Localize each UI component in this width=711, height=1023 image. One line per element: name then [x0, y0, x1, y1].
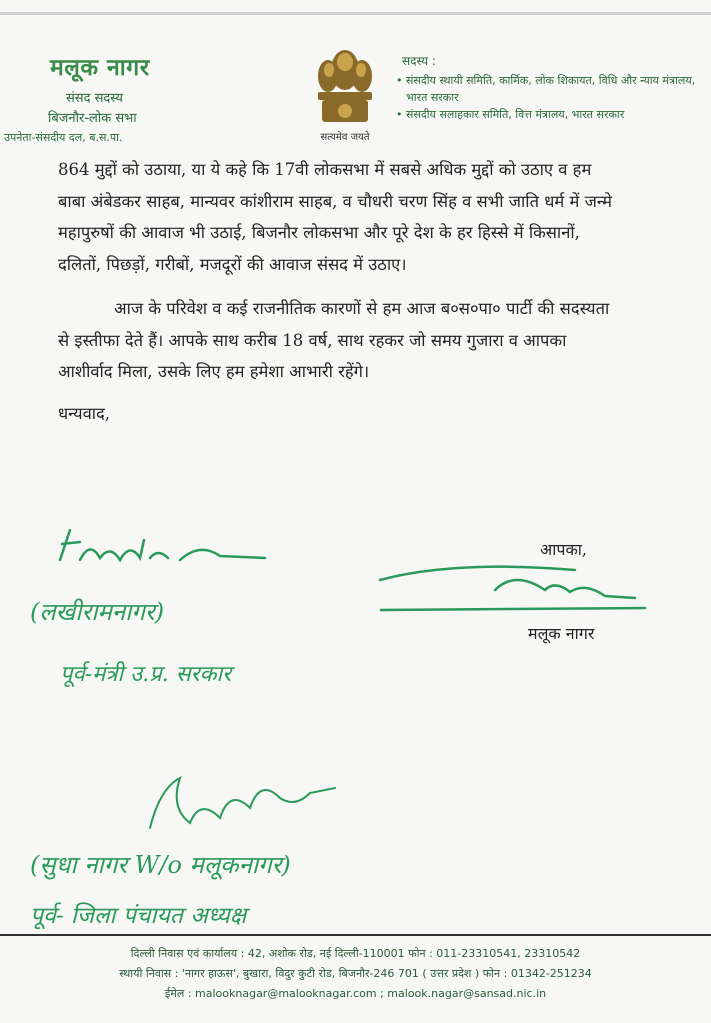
thanks-text: धन्यवाद,	[58, 403, 111, 423]
member-item: • संसदीय स्थायी समिति, कार्मिक, लोक शिकायत, विधि और न्याय मंत्रालय, भारत सरकार	[396, 72, 696, 106]
handwritten-name: (सुधा नागर W/o मलूकनागर)	[30, 851, 291, 879]
handwritten-title: पूर्व- जिला पंचायत अध्यक्ष	[30, 903, 247, 929]
sender-name: मलूक नागर	[50, 55, 150, 81]
top-divider	[0, 12, 711, 15]
footer-address-permanent: स्थायी निवास : 'नागर हाऊस', बुखारा, विदुर कुटी रोड, बिजनौर-246 701 ( उत्तर प्रदेश ) फोन : 01342-251234	[119, 967, 592, 980]
closing-name: मलूक नागर	[528, 624, 595, 643]
footer-address-delhi: दिल्ली निवास एवं कार्यालय : 42, अशोक रोड, नई दिल्ली-110001 फोन : 011-23310541, 23310542	[130, 947, 581, 960]
paragraph: आज के परिवेश व कई राजनीतिक कारणों से हम आज ब०स०पा० पार्टी की सदस्यता से इस्तीफा देते हैं। आपके साथ करीब 18 वर्ष, साथ रहकर जो समय गुजारा व आपका आशीर्वाद मिला, उसके लिए हम हमेशा आभारी रहेंगे।	[58, 299, 610, 381]
sender-constituency: बिजनौर-लोक सभा	[48, 111, 137, 126]
sender-role: संसद सदस्य	[66, 91, 123, 106]
member-heading: सदस्य :	[402, 54, 436, 68]
footer-email: ईमेल : malooknagar@malooknagar.com ; malook.nagar@sansad.nic.in	[164, 987, 547, 1000]
sender-party-role: उपनेता-संसदीय दल, ब.स.पा.	[4, 131, 123, 144]
emblem-motto: सत्यमेव जयते	[320, 132, 370, 143]
handwritten-name: (लखीरामनागर)	[30, 598, 165, 626]
member-list	[396, 72, 696, 123]
national-emblem-icon	[302, 40, 388, 150]
letter-body	[58, 154, 618, 429]
handwritten-title: पूर्व-मंत्री उ.प्र. सरकार	[60, 662, 232, 687]
footer-divider	[0, 934, 711, 936]
closing-text: आपका,	[540, 540, 587, 559]
member-item: • संसदीय सलाहकार समिति, वित्त मंत्रालय, भारत सरकार	[396, 106, 696, 123]
signature-lakhiram	[40, 520, 270, 580]
signature-malook	[375, 560, 655, 615]
paragraph: 864 मुद्दों को उठाया, या ये कहे कि 17वी लोकसभा में सबसे अधिक मुद्दों को उठाए व हम बाबा अंबेडकर साहब, मान्यवर कांशीराम साहब, व चौधरी चरण सिंह व सभी जाति धर्म में जन्मे महापुरुषों की आवाज भी उठाई, बिजनौर लोकसभा और पूरे देश के हर हिस्से में किसानों, दलितों, पिछड़ों, गरीबों, मजदूरों की आवाज संसद में उठाए।	[58, 160, 612, 274]
signature-sudha	[140, 768, 340, 838]
